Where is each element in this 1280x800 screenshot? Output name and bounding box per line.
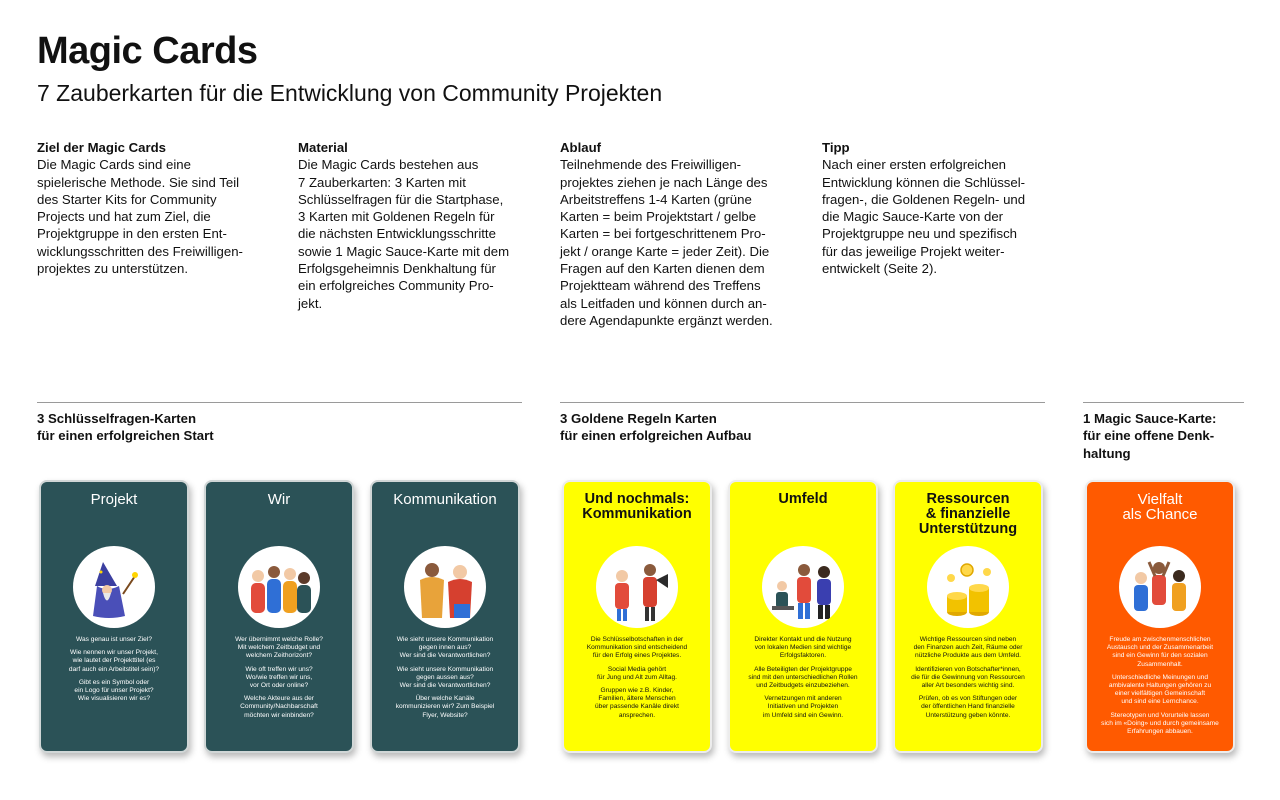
- neighbours-illustration-icon: [762, 546, 844, 628]
- info-body: Nach einer ersten erfolgreichen Entwicklung können die Schlüssel- fragen-, die Goldenen Regeln- und die Magic Sauce-Karte von der Projektgruppe neu und spezifisch für das jeweilige Projekt weiter- entwickelt (Seite 2).: [822, 157, 1026, 277]
- diverse-people-illustration-icon: [1119, 546, 1201, 628]
- card-paragraph: Vernetzungen mit anderen Initiativen und Projekten im Umfeld sind ein Gewinn.: [762, 695, 844, 719]
- card-title: Ressourcen & finanzielle Unterstützung: [918, 491, 1018, 537]
- divider-key-questions: [37, 402, 522, 403]
- card-und-nochmals-kommunikation: [562, 480, 712, 753]
- card-paragraph: Freude am zwischenmenschlichen Austausch und der Zusammenarbeit sind ein Gewinn für den sozialen Zusammenhalt.: [1106, 636, 1214, 668]
- card-ressourcen: [893, 480, 1043, 753]
- card-title: Umfeld: [778, 491, 828, 507]
- card-paragraph: Über welche Kanäle kommunizieren wir? Zum Beispiel Flyer, Website?: [395, 695, 495, 719]
- info-heading: Tipp: [822, 140, 850, 155]
- card-paragraph: Wie sieht unsere Kommunikation gegen innen aus? Wer sind die Verantwortlichen?: [396, 636, 494, 660]
- card-paragraph: Gruppen wie z.B. Kinder, Familien, ältere Menschen über passende Kanäle direkt ansprechen.: [595, 687, 679, 719]
- divider-magic-sauce: [1083, 402, 1244, 403]
- card-paragraph: Welche Akteure aus der Community/Nachbarschaft möchten wir einbinden?: [240, 695, 318, 719]
- card-title: Projekt: [90, 491, 138, 508]
- info-heading: Ablauf: [560, 140, 602, 155]
- card-title: Kommunikation: [393, 491, 497, 508]
- info-procedure: [560, 139, 792, 329]
- card-paragraph: Wichtige Ressourcen sind neben den Finanzen auch Zeit, Räume oder nützliche Produkte aus dem Umfeld.: [913, 636, 1023, 660]
- card-umfeld: [728, 480, 878, 753]
- people-with-megaphone-illustration-icon: [596, 546, 678, 628]
- info-body: Teilnehmende des Freiwilligen- projektes ziehen je nach Länge des Arbeitstreffens 1-4 Karten (grüne Karten = beim Projektstart / gelbe Karten = bei fortgeschrittenem Pro- jekt / orange Karte = jeder Zeit). Die Fragen auf den Karten dienen dem Projektteam während des Treffens als Leitfaden und können durch an- dere Agendapunkte ergänzt werden.: [560, 157, 773, 328]
- card-title: Und nochmals: Kommunikation: [582, 491, 692, 522]
- card-paragraph: Wer übernimmt welche Rolle? Mit welchem Zeitbudget und welchem Zeithorizont?: [235, 636, 323, 660]
- group-label-golden-rules: 3 Goldene Regeln Karten für einen erfolgreichen Aufbau: [560, 411, 752, 444]
- card-text: [569, 636, 705, 725]
- card-wir: [204, 480, 354, 753]
- card-text: [377, 636, 513, 725]
- card-paragraph: Die Schlüsselbotschaften in der Kommunikation sind entscheidend für den Erfolg eines Projektes.: [586, 636, 688, 660]
- card-paragraph: Direkter Kontakt und die Nutzung von lokalen Medien sind wichtige Erfolgsfaktoren.: [754, 636, 852, 660]
- info-body: Die Magic Cards bestehen aus 7 Zauberkarten: 3 Karten mit Schlüsselfragen für die Startphase, 3 Karten mit Goldenen Regeln für die nächsten Entwicklungsschritte sowie 1 Magic Sauce-Karte mit dem Erfolgsgeheimnis Denkhaltung für ein erfolgreiches Community Pro- jekt.: [298, 157, 510, 311]
- group-of-people-illustration-icon: [238, 546, 320, 628]
- card-paragraph: Identifizieren von Botschafter*innen, die für die Gewinnung von Ressourcen aller Art besonders wichtig sind.: [911, 665, 1025, 690]
- card-paragraph: Prüfen, ob es von Stiftungen oder der öffentlichen Hand finanzielle Unterstützung geben könnte.: [918, 695, 1018, 719]
- card-text: [900, 636, 1036, 725]
- card-paragraph: Stereotypen und Vorurteile lassen sich im «Doing» und durch gemeinsame Erfahrungen abbauen.: [1101, 711, 1219, 736]
- info-tip: [822, 139, 1054, 277]
- card-paragraph: Alle Beteiligten der Projektgruppe sind mit den unterschiedlichen Rollen und Zeitbudgets einzubeziehen.: [748, 665, 858, 690]
- wizard-illustration-icon: [73, 546, 155, 628]
- info-goal: [37, 139, 269, 277]
- info-body: Die Magic Cards sind eine spielerische Methode. Sie sind Teil des Starter Kits for Community Projects und hat zum Ziel, die Projektgruppe in den ersten Ent- wicklungsschritten des Freiwilligen- projektes zu unterstützen.: [37, 157, 243, 277]
- card-paragraph: Wie sieht unsere Kommunikation gegen aussen aus? Wer sind die Verantwortlichen?: [396, 665, 494, 690]
- card-text: [211, 636, 347, 725]
- card-paragraph: Wie oft treffen wir uns? Wo/wie treffen wir uns, vor Ort oder online?: [245, 665, 313, 690]
- page-title: Magic Cards: [37, 30, 258, 72]
- info-heading: Ziel der Magic Cards: [37, 140, 166, 155]
- card-kommunikation: [370, 480, 520, 753]
- card-paragraph: Social Media gehört für Jung und Alt zum Alltag.: [597, 665, 677, 681]
- group-label-key-questions: 3 Schlüsselfragen-Karten für einen erfolgreichen Start: [37, 411, 214, 444]
- divider-golden-rules: [560, 402, 1045, 403]
- card-vielfalt-als-chance: [1085, 480, 1235, 753]
- card-text: [46, 636, 182, 708]
- card-projekt: [39, 480, 189, 753]
- card-paragraph: Was genau ist unser Ziel?: [76, 636, 152, 643]
- card-title: Wir: [267, 491, 291, 508]
- card-title: Vielfalt als Chance: [1122, 491, 1198, 523]
- card-text: [1092, 636, 1228, 741]
- page-subtitle: 7 Zauberkarten für die Entwicklung von Community Projekten: [37, 80, 663, 106]
- two-people-talking-illustration-icon: [404, 546, 486, 628]
- coins-illustration-icon: [927, 546, 1009, 628]
- card-text: [735, 636, 871, 725]
- card-paragraph: Wie nennen wir unser Projekt, wie lautet der Projekttitel (es darf auch ein Arbeitstitel sein)?: [68, 649, 160, 673]
- card-paragraph: Gibt es ein Symbol oder ein Logo für unser Projekt? Wie visualisieren wir es?: [74, 678, 154, 703]
- info-material: [298, 139, 530, 312]
- info-heading: Material: [298, 140, 348, 155]
- card-paragraph: Unterschiedliche Meinungen und ambivalente Haltungen gehören zu einer vielfältigen Gemeinschaft und sind eine Lernchance.: [1108, 673, 1212, 706]
- group-label-magic-sauce: 1 Magic Sauce-Karte: für eine offene Denk- haltung: [1083, 411, 1217, 461]
